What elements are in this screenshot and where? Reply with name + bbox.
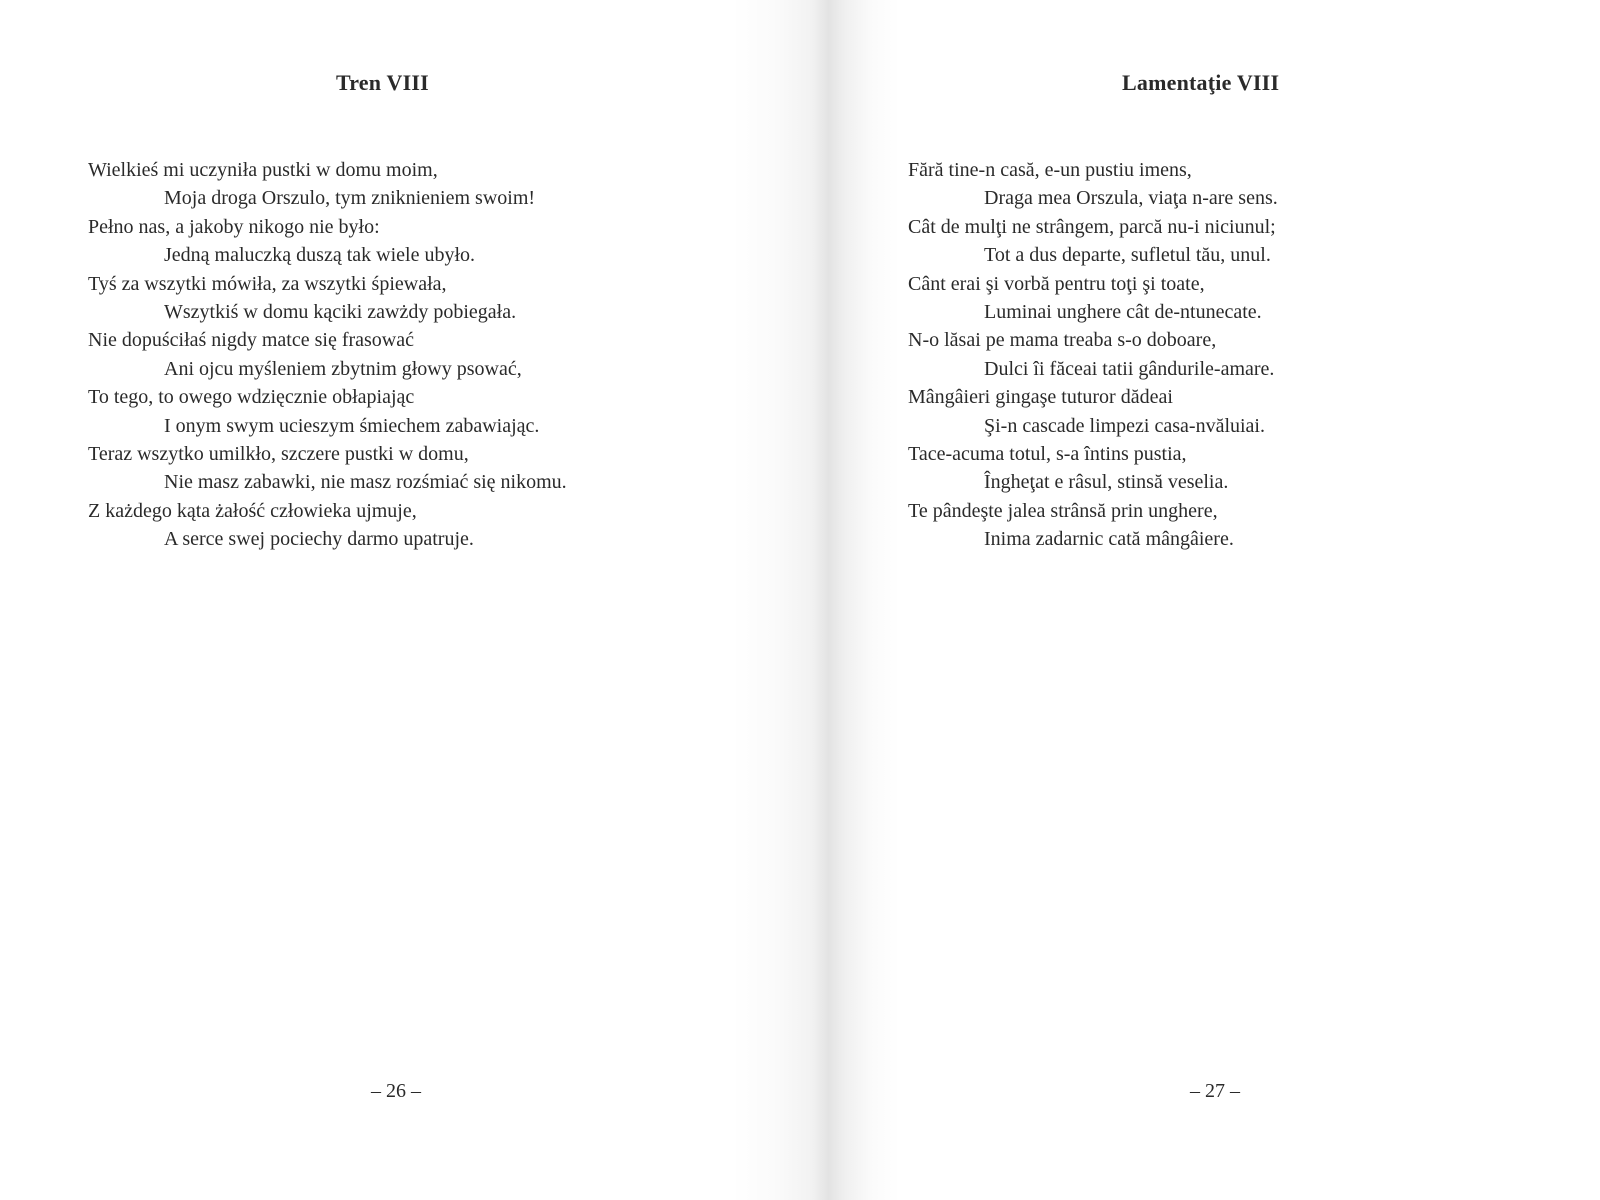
poem-line: Dulci îi făceai tatii gândurile-amare. <box>984 357 1275 380</box>
poem-line: Fără tine-n casă, e-un pustiu imens, <box>908 159 1192 181</box>
poem-line: Îngheţat e râsul, stinsă veselia. <box>984 471 1229 494</box>
left-page <box>0 0 790 1200</box>
right-page <box>790 0 1600 1200</box>
poem-line: Nie dopuściłaś nigdy matce się frasować <box>88 329 415 352</box>
poem-line: Draga mea Orszula, viaţa n-are sens. <box>984 187 1278 210</box>
poem-line: To tego, to owego wdzięcznie obłapiając <box>88 386 415 409</box>
poem-line: Te pândeşte jalea strânsă prin unghere, <box>908 499 1218 522</box>
poem-line: Tot a dus departe, sufletul tău, unul. <box>984 244 1271 267</box>
poem-line: Z każdego kąta żałość człowieka ujmuje, <box>88 499 417 522</box>
poem-line: Pełno nas, a jakoby nikogo nie było: <box>88 215 380 238</box>
left-page-number: – 26 – <box>371 1080 421 1102</box>
poem-line: Tyś za wszytki mówiła, za wszytki śpiewała, <box>88 272 447 295</box>
poem-line: Wszytkiś w domu kąciki zawżdy pobiegała. <box>164 300 517 323</box>
poem-line: Teraz wszytko umilkło, szczere pustki w domu, <box>88 442 469 465</box>
poem-line: Cânt erai şi vorbă pentru toţi şi toate, <box>908 272 1205 295</box>
poem-line: Cât de mulţi ne strângem, parcă nu-i niciunul; <box>908 215 1276 238</box>
poem-line: Şi-n cascade limpezi casa-nvăluiai. <box>984 414 1265 437</box>
poem-line: Ani ojcu myśleniem zbytnim głowy psować, <box>164 357 522 380</box>
left-page-title: Tren VIII <box>336 70 429 95</box>
right-poem <box>908 156 1278 553</box>
poem-line: Tace-acuma totul, s-a întins pustia, <box>908 442 1187 465</box>
poem-line: Moja droga Orszulo, tym zniknieniem swoim! <box>164 187 536 210</box>
poem-line: Luminai unghere cât de-ntunecate. <box>984 300 1262 323</box>
left-poem <box>88 156 567 553</box>
poem-line: Wielkieś mi uczyniła pustki w domu moim, <box>88 159 438 181</box>
poem-line: Nie masz zabawki, nie masz rozśmiać się nikomu. <box>164 471 567 494</box>
poem-line: N-o lăsai pe mama treaba s-o doboare, <box>908 329 1217 352</box>
poem-line: Mângâieri gingaşe tuturor dădeai <box>908 386 1173 409</box>
poem-line: Inima zadarnic cată mângâiere. <box>984 528 1234 551</box>
poem-line: Jedną maluczką duszą tak wiele ubyło. <box>164 244 475 267</box>
right-page-title: Lamentaţie VIII <box>1122 70 1280 95</box>
poem-line: A serce swej pociechy darmo upatruje. <box>164 528 474 551</box>
poem-line: I onym swym ucieszym śmiechem zabawiając. <box>164 414 540 437</box>
right-page-number: – 27 – <box>1190 1080 1240 1102</box>
